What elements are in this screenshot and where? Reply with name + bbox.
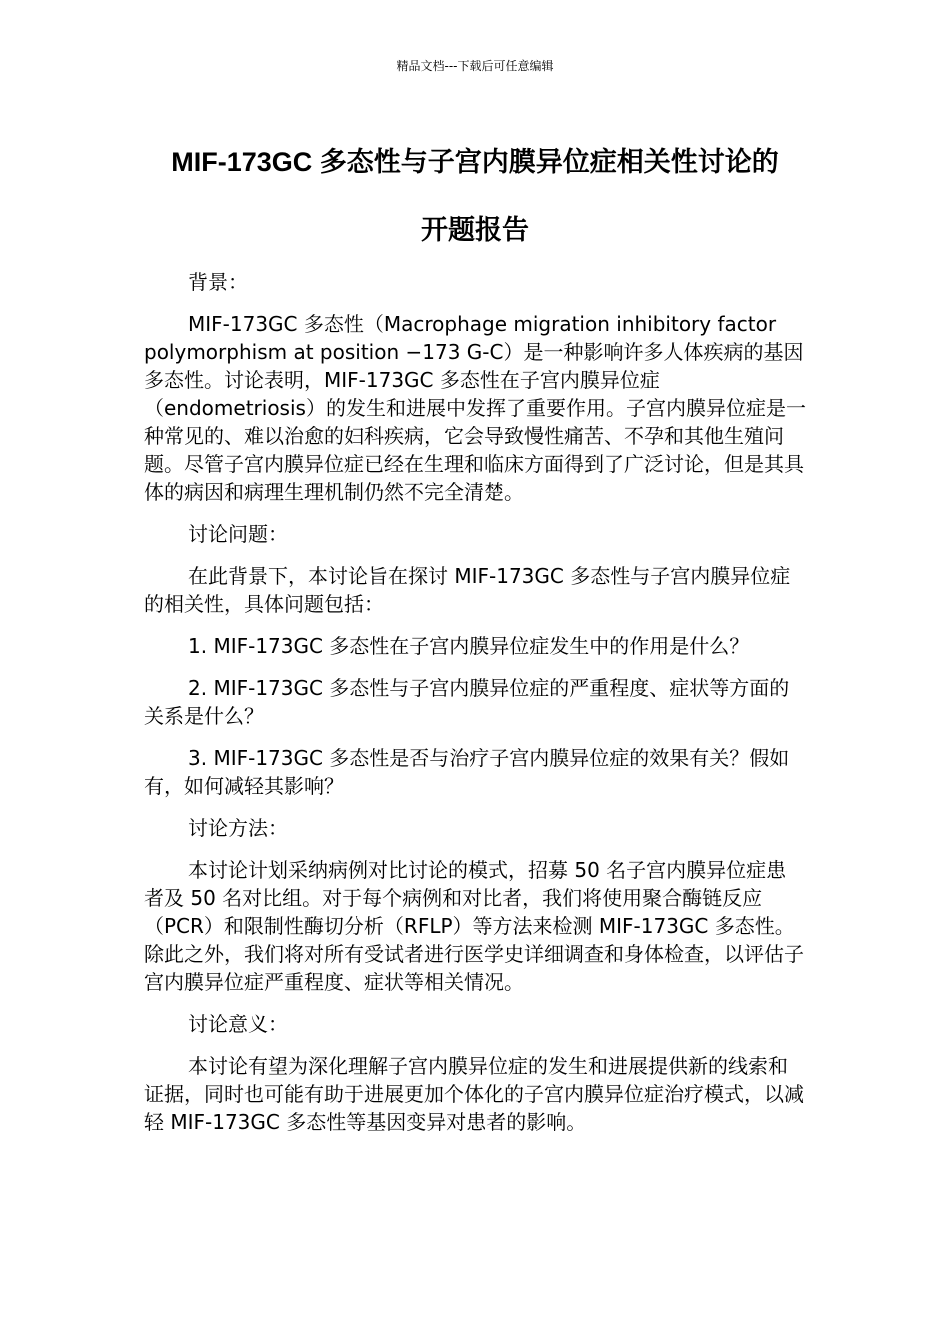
title-line-2: 开题报告	[421, 215, 529, 245]
question-item-1: 1. MIF-173GC 多态性在子宫内膜异位症发生中的作用是什么？	[188, 634, 750, 658]
document-body	[144, 268, 806, 1150]
question-intro-paragraph: 在此背景下，本讨论旨在探讨 MIF-173GC 多态性与子宫内膜异位症的相关性，具体问题包括：	[144, 564, 791, 616]
title-line-1: MIF-173GC 多态性与子宫内膜异位症相关性讨论的	[171, 147, 779, 177]
question-item-3: 3. MIF-173GC 多态性是否与治疗子宫内膜异位症的效果有关？假如有，如何减轻其影响？	[144, 746, 790, 798]
method-paragraph: 本讨论计划采纳病例对比讨论的模式，招募 50 名子宫内膜异位症患者及 50 名对比组。对于每个病例和对比者，我们将使用聚合酶链反应（PCR）和限制性酶切分析（RFLP）等方法来检测 MIF-173GC 多态性。除此之外，我们将对所有受试者进行医学史详细调查和身体检查，以评估子宫内膜异位症严重程度、症状等相关情况。	[144, 858, 804, 994]
background-paragraph: MIF-173GC 多态性（Macrophage migration inhibitory factor polymorphism at position −173 G-C）是一种影响许多人体疾病的基因多态性。讨论表明，MIF-173GC 多态性在子宫内膜异位症（endometriosis）的发生和进展中发挥了重要作用。子宫内膜异位症是一种常见的、难以治愈的妇科疾病，它会导致慢性痛苦、不孕和其他生殖问题。尽管子宫内膜异位症已经在生理和临床方面得到了广泛讨论，但是其具体的病因和病理生理机制仍然不完全清楚。	[144, 312, 806, 504]
page-header-note: 精品文档---下载后可任意编辑	[396, 59, 554, 73]
question-item-2: 2. MIF-173GC 多态性与子宫内膜异位症的严重程度、症状等方面的关系是什么？	[144, 676, 790, 728]
method-heading: 讨论方法：	[188, 816, 288, 840]
document-title	[100, 128, 850, 264]
significance-paragraph: 本讨论有望为深化理解子宫内膜异位症的发生和进展提供新的线索和证据，同时也可能有助于进展更加个体化的子宫内膜异位症治疗模式，以减轻 MIF-173GC 多态性等基因变异对患者的影响。	[144, 1054, 804, 1134]
background-heading: 背景：	[188, 270, 248, 294]
question-heading: 讨论问题：	[188, 522, 288, 546]
significance-heading: 讨论意义：	[188, 1012, 288, 1036]
